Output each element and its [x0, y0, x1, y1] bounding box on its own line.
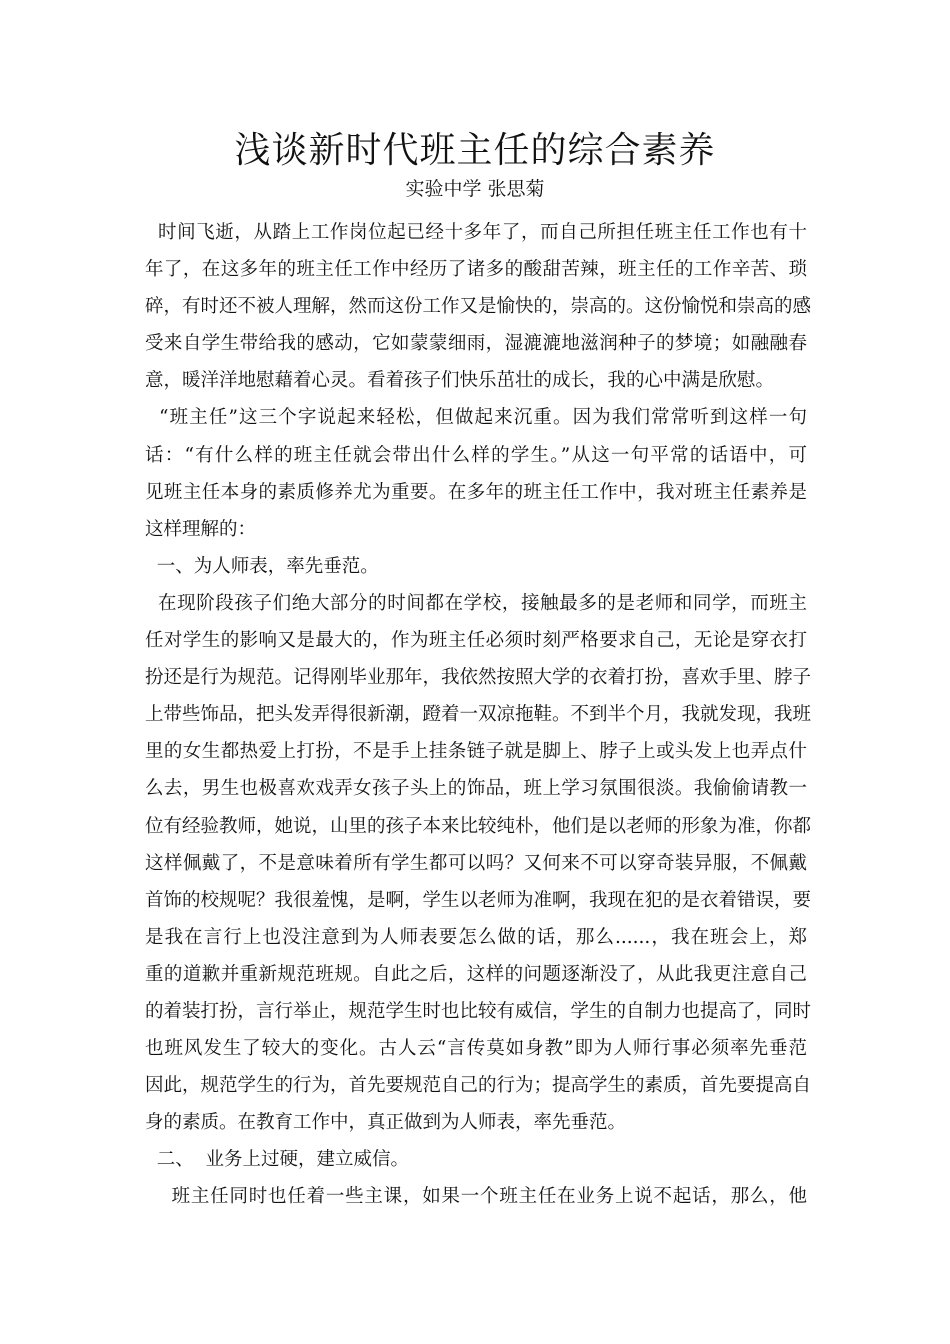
- paragraph-line: 话：“有什么样的班主任就会带出什么样的学生。”从这一句平常的话语中，可: [145, 444, 807, 466]
- paragraph-line: 上带些饰品，把头发弄得很新潮，蹬着一双凉拖鞋。不到半个月，我就发现，我班: [145, 704, 812, 726]
- paragraph-line: 的着装打扮，言行举止，规范学生时也比较有威信，学生的自制力也提高了，同时: [145, 1000, 812, 1022]
- paragraph-line: 一、为人师表，率先垂范。: [145, 555, 379, 577]
- paragraph-line: 是我在言行上也没注意到为人师表要怎么做的话，那么......，我在班会上，郑: [145, 926, 807, 948]
- document-body: [145, 214, 812, 1216]
- paragraph-line: 这样理解的：: [145, 518, 257, 540]
- paragraph-line: “班主任”这三个字说起来轻松，但做起来沉重。因为我们常常听到这样一句: [145, 407, 807, 429]
- paragraph-line: 扮还是行为规范。记得刚毕业那年，我依然按照大学的衣着打扮，喜欢手里、脖子: [145, 667, 812, 689]
- paragraph-line: 在现阶段孩子们绝大部分的时间都在学校，接触最多的是老师和同学，而班主: [145, 592, 807, 614]
- paragraph-line: 里的女生都热爱上打扮，不是手上挂条链子就是脚上、脖子上或头发上也弄点什: [145, 741, 807, 763]
- document-title: 浅谈新时代班主任的综合素养: [234, 130, 716, 171]
- paragraph-line: 年了，在这多年的班主任工作中经历了诸多的酸甜苦辣，班主任的工作辛苦、琐: [145, 259, 807, 281]
- paragraph-line: 见班主任本身的素质修养尤为重要。在多年的班主任工作中，我对班主任素养是: [145, 481, 807, 503]
- paragraph-line: 也班风发生了较大的变化。古人云“言传莫如身教”即为人师行事必须率先垂范: [145, 1038, 807, 1060]
- paragraph-line: 身的素质。在教育工作中，真正做到为人师表，率先垂范。: [145, 1112, 627, 1134]
- paragraph-line: 碎，有时还不被人理解，然而这份工作又是愉快的，崇高的。这份愉悦和崇高的感: [145, 296, 812, 318]
- paragraph-line: 重的道歉并重新规范班规。自此之后，这样的问题逐渐没了，从此我更注意自己: [145, 963, 807, 985]
- paragraph-line: 么去，男生也极喜欢戏弄女孩子头上的饰品，班上学习氛围很淡。我偷偷请教一: [145, 778, 807, 800]
- paragraph-line: 班主任同时也任着一些主课，如果一个班主任在业务上说不起话，那么，他: [145, 1186, 807, 1208]
- document-author: 实验中学 张思菊: [405, 178, 545, 200]
- paragraph-line: 位有经验教师，她说，山里的孩子本来比较纯朴，他们是以老师的形象为准，你都: [145, 815, 812, 837]
- paragraph-line: 这样佩戴了，不是意味着所有学生都可以吗？又何来不可以穿奇装异服，不佩戴: [145, 852, 807, 874]
- paragraph-line: 受来自学生带给我的感动，它如蒙蒙细雨，湿漉漉地滋润种子的梦境；如融融春: [145, 333, 807, 355]
- paragraph-line: 首饰的校规呢？我很羞愧，是啊，学生以老师为准啊，我现在犯的是衣着错误，要: [145, 889, 812, 911]
- paragraph-line: 因此，规范学生的行为，首先要规范自己的行为；提高学生的素质，首先要提高自: [145, 1075, 812, 1097]
- paragraph-line: 二、 业务上过硬，建立威信。: [145, 1149, 410, 1171]
- paragraph-line: 任对学生的影响又是最大的，作为班主任必须时刻严格要求自己，无论是穿衣打: [145, 630, 807, 652]
- paragraph-line: 时间飞逝，从踏上工作岗位起已经十多年了，而自己所担任班主任工作也有十: [145, 222, 807, 243]
- paragraph-line: 意，暖洋洋地慰藉着心灵。看着孩子们快乐茁壮的成长，我的心中满是欣慰。: [145, 370, 775, 392]
